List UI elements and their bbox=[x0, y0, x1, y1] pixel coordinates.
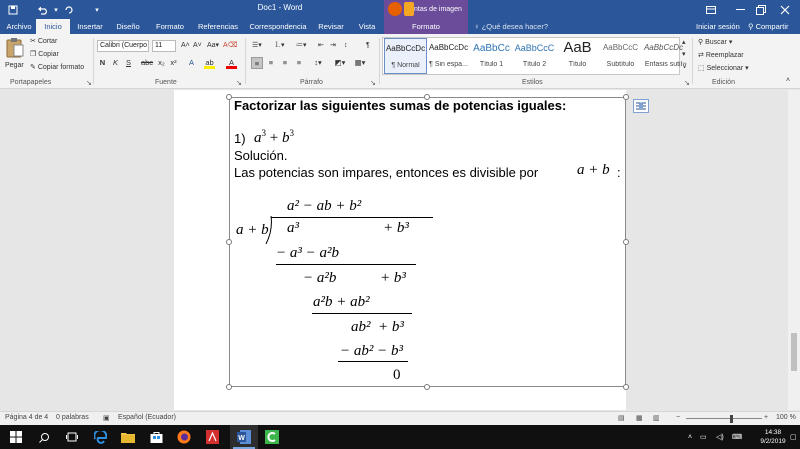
styles-group-label: Estilos bbox=[522, 79, 543, 86]
notifications-icon[interactable]: ▢ bbox=[790, 434, 797, 441]
highlight-icon[interactable]: ab bbox=[205, 58, 214, 67]
dividend-b3: + b³ bbox=[383, 220, 409, 236]
step1-rule bbox=[276, 264, 416, 265]
clock-time: 14:38 bbox=[764, 429, 782, 436]
step3-subtrahend: − ab² − b³ bbox=[340, 343, 403, 359]
cut-label: Cortar bbox=[37, 38, 58, 45]
increase-indent-icon[interactable]: ⇥ bbox=[330, 42, 336, 49]
share-label: Compartir bbox=[755, 22, 789, 31]
resize-handle[interactable] bbox=[424, 384, 430, 390]
format-painter-button[interactable] bbox=[30, 63, 84, 73]
vertical-scrollbar[interactable] bbox=[788, 90, 800, 410]
format-painter-label: Copiar formato bbox=[37, 64, 85, 71]
tab-archivo[interactable]: Archivo bbox=[6, 22, 32, 31]
sign-in-link[interactable]: Iniciar sesión bbox=[696, 22, 740, 31]
volume-icon[interactable]: ◁) bbox=[716, 434, 724, 441]
tab-diseno[interactable]: Diseño bbox=[116, 22, 140, 31]
title-bar bbox=[0, 0, 800, 19]
find-icon: ⚲ bbox=[698, 39, 704, 46]
proofing-icon[interactable]: ▣ bbox=[103, 415, 110, 422]
zoom-slider-thumb[interactable] bbox=[730, 415, 733, 423]
align-right-button[interactable]: ≡ bbox=[282, 58, 288, 67]
step1-remainder-a: − a²b bbox=[303, 270, 337, 286]
read-mode-icon[interactable]: ▤ bbox=[618, 415, 625, 422]
strikethrough-button[interactable]: abc bbox=[140, 58, 154, 67]
division-bar bbox=[271, 217, 433, 218]
share-button[interactable] bbox=[748, 19, 789, 34]
page-count[interactable]: Página 4 de 4 bbox=[5, 414, 49, 421]
text-effects-icon[interactable]: A bbox=[188, 58, 194, 67]
resize-handle[interactable] bbox=[623, 239, 629, 245]
bold-button[interactable]: N bbox=[99, 58, 106, 67]
step2-remainder-a: ab² bbox=[351, 319, 371, 335]
font-name-combo[interactable]: Calibri (Cuerpo bbox=[97, 40, 149, 52]
layout-options-icon bbox=[634, 100, 648, 112]
show-hidden-icons[interactable]: ˄ bbox=[688, 433, 693, 441]
styles-launcher-icon[interactable]: ↘ bbox=[684, 80, 690, 87]
resize-handle[interactable] bbox=[623, 384, 629, 390]
select-label: Seleccionar bbox=[706, 65, 744, 72]
clipboard-group-label: Portapapeles bbox=[10, 79, 52, 86]
replace-icon: ⇄ bbox=[698, 52, 704, 59]
search-icon[interactable] bbox=[30, 425, 58, 449]
decrease-indent-icon[interactable]: ⇤ bbox=[318, 42, 324, 49]
clipboard-icon bbox=[5, 37, 25, 59]
firefox-icon[interactable] bbox=[170, 425, 198, 449]
shading-icon[interactable]: ◩▾ bbox=[334, 58, 346, 67]
resize-handle[interactable] bbox=[226, 94, 232, 100]
solution-label: Solución. bbox=[234, 148, 288, 163]
tab-referencias[interactable]: Referencias bbox=[197, 22, 239, 31]
explanation-colon: : bbox=[617, 165, 621, 180]
cut-button[interactable] bbox=[30, 37, 57, 47]
final-remainder: 0 bbox=[393, 367, 401, 383]
font-color-icon[interactable]: A bbox=[226, 57, 237, 69]
explanation-text: Las potencias son impares, entonces es divisible por bbox=[234, 165, 539, 180]
group-divider bbox=[93, 38, 94, 84]
paragraph-group-label: Párrafo bbox=[300, 79, 323, 86]
justify-button[interactable]: ≡ bbox=[296, 58, 302, 67]
underline-button[interactable]: S bbox=[125, 58, 131, 67]
layout-options-button[interactable] bbox=[633, 99, 649, 113]
divisor: a + b bbox=[236, 222, 269, 238]
bullets-icon[interactable]: ☰▾ bbox=[252, 42, 262, 49]
shrink-font-icon[interactable]: A˅ bbox=[193, 42, 202, 49]
camtasia-icon[interactable] bbox=[258, 425, 286, 449]
close-icon[interactable] bbox=[770, 0, 800, 19]
style-normal[interactable]: AaBbCcDc ¶ Normal bbox=[384, 38, 427, 74]
resize-handle[interactable] bbox=[226, 239, 232, 245]
print-layout-icon[interactable]: ▦ bbox=[636, 415, 643, 422]
zoom-out-icon[interactable]: − bbox=[676, 414, 681, 421]
taskbar bbox=[0, 425, 800, 449]
grow-font-icon[interactable]: A˄ bbox=[181, 42, 190, 49]
ribbon-display-options-icon[interactable] bbox=[696, 0, 726, 19]
paste-button[interactable] bbox=[5, 37, 25, 63]
zoom-slider-track[interactable] bbox=[686, 418, 762, 419]
step1-remainder-b: + b³ bbox=[380, 270, 406, 286]
multilevel-list-icon[interactable]: ≔▾ bbox=[296, 42, 307, 49]
style-no-spacing[interactable]: AaBbCcDc ¶ Sin espa... bbox=[428, 43, 469, 68]
clock-date: 9/2/2019 bbox=[760, 438, 786, 445]
resize-handle[interactable] bbox=[623, 94, 629, 100]
styles-scroll-up-icon[interactable]: ▴ bbox=[682, 39, 686, 46]
group-divider bbox=[379, 38, 380, 84]
clear-formatting-icon[interactable]: A⌫ bbox=[223, 42, 238, 49]
styles-gallery bbox=[382, 37, 684, 75]
copy-icon: ❐ bbox=[30, 51, 37, 58]
copy-label: Copiar bbox=[38, 51, 59, 58]
tab-formato[interactable]: Formato bbox=[156, 22, 184, 31]
language-indicator[interactable]: Español (Ecuador) bbox=[118, 414, 176, 421]
problem-heading: Factorizar las siguientes sumas de potencias iguales: bbox=[234, 98, 567, 113]
picture-tools-label: ntas de imagen bbox=[384, 0, 468, 19]
superscript-button[interactable]: x² bbox=[170, 58, 177, 67]
resize-handle[interactable] bbox=[226, 384, 232, 390]
select-button[interactable]: ⬚ Seleccionar ▾ bbox=[698, 65, 749, 72]
clipboard-launcher-icon[interactable]: ↘ bbox=[86, 80, 92, 87]
editing-group-label: Edición bbox=[712, 79, 735, 86]
step2-subtrahend: a²b + ab² bbox=[313, 294, 370, 310]
style-heading-2[interactable]: AaBbCcC Título 2 bbox=[514, 43, 555, 68]
step3-rule bbox=[338, 361, 408, 362]
tell-me-placeholder: ¿Qué desea hacer? bbox=[481, 22, 549, 31]
tab-inicio[interactable]: Inicio bbox=[36, 19, 70, 34]
replace-label: Reemplazar bbox=[705, 52, 744, 59]
taskbar-clock[interactable] bbox=[757, 428, 789, 446]
align-center-button[interactable]: ≡ bbox=[268, 58, 274, 67]
firefox-icon bbox=[388, 2, 402, 16]
find-button[interactable]: ⚲ Buscar ▾ bbox=[698, 39, 733, 46]
line-spacing-icon[interactable]: ↕▾ bbox=[314, 58, 322, 67]
step2-remainder-b: + b³ bbox=[378, 319, 404, 335]
keyboard-icon[interactable]: ⌨ bbox=[732, 434, 743, 441]
replace-button[interactable] bbox=[698, 51, 744, 61]
step1-subtrahend: − a³ − a²b bbox=[276, 245, 339, 261]
task-view-icon[interactable] bbox=[58, 425, 86, 449]
styles-more-icon[interactable]: ⊽ bbox=[682, 63, 688, 70]
style-heading-1[interactable]: AaBbCc Título 1 bbox=[473, 43, 510, 68]
show-marks-icon[interactable]: ¶ bbox=[366, 42, 370, 49]
subscript-button[interactable]: x₂ bbox=[158, 58, 165, 67]
zoom-in-icon[interactable]: + bbox=[764, 414, 769, 421]
dividend-a3: a³ bbox=[287, 220, 299, 236]
sort-icon[interactable]: ↕ bbox=[344, 42, 348, 49]
scrollbar-thumb[interactable] bbox=[791, 333, 797, 371]
change-case-icon[interactable]: Aa▾ bbox=[207, 42, 220, 49]
group-divider bbox=[692, 38, 693, 84]
edge-icon[interactable] bbox=[86, 425, 114, 449]
pdf-reader-icon[interactable] bbox=[198, 425, 226, 449]
font-size-combo[interactable]: 11 bbox=[152, 40, 176, 52]
paintbrush-icon: ✎ bbox=[30, 64, 36, 71]
word-count[interactable]: 0 palabras bbox=[56, 414, 89, 421]
scissors-icon: ✂ bbox=[30, 38, 36, 45]
paragraph-launcher-icon[interactable]: ↘ bbox=[370, 80, 376, 87]
web-layout-icon[interactable]: ▥ bbox=[653, 415, 660, 422]
tab-picture-format[interactable]: Formato bbox=[384, 19, 468, 34]
numbering-icon[interactable]: ⒈▾ bbox=[274, 42, 285, 49]
italic-button[interactable]: K bbox=[112, 58, 118, 67]
step2-rule bbox=[312, 313, 412, 314]
ribbon-home bbox=[0, 34, 800, 89]
group-divider bbox=[245, 38, 246, 84]
zoom-level[interactable]: 100 % bbox=[776, 414, 796, 421]
quotient: a² − ab + b² bbox=[287, 198, 362, 214]
font-launcher-icon[interactable]: ↘ bbox=[236, 80, 242, 87]
share-icon: ⚲ bbox=[748, 22, 754, 31]
collapse-ribbon-icon[interactable]: ˄ bbox=[786, 77, 791, 84]
tab-insertar[interactable]: Insertar bbox=[77, 22, 103, 31]
styles-scroll-down-icon[interactable]: ▾ bbox=[682, 51, 686, 58]
paste-label[interactable]: Pegar bbox=[5, 62, 24, 69]
font-group-label: Fuente bbox=[155, 79, 177, 86]
divisor-expression: a + b bbox=[577, 162, 610, 178]
tab-revisar[interactable]: Revisar bbox=[318, 22, 344, 31]
word-icon[interactable] bbox=[230, 425, 258, 449]
store-icon[interactable] bbox=[142, 425, 170, 449]
item-number: 1) bbox=[234, 131, 246, 146]
status-bar bbox=[0, 411, 800, 425]
lightbulb-icon: ♀ bbox=[474, 22, 480, 31]
style-subtle-emphasis[interactable]: AaBbCcDc Énfasis sutil bbox=[643, 43, 684, 68]
select-icon: ⬚ bbox=[698, 65, 705, 72]
tell-me-search[interactable] bbox=[474, 19, 548, 34]
tab-vista[interactable]: Vista bbox=[358, 22, 376, 31]
item-expression: $a^3 + b^3$ bbox=[254, 128, 294, 146]
style-title[interactable]: AaB Título bbox=[563, 39, 592, 68]
style-subtitle[interactable]: AaBbCcC Subtítulo bbox=[602, 43, 639, 68]
svg-text:W: W bbox=[238, 435, 245, 442]
tab-correspondencia[interactable]: Correspondencia bbox=[249, 22, 307, 31]
file-explorer-icon[interactable] bbox=[114, 425, 142, 449]
customize-toolbar-icon[interactable]: ▾ bbox=[95, 6, 99, 14]
microphone-icon bbox=[404, 2, 414, 16]
windows-start-icon[interactable] bbox=[2, 425, 30, 449]
ribbon-tabs bbox=[0, 19, 800, 34]
network-icon[interactable]: ▭ bbox=[700, 434, 707, 441]
undo-dropdown-icon[interactable]: ▾ bbox=[54, 6, 58, 14]
find-label: Buscar bbox=[705, 39, 727, 46]
borders-icon[interactable]: ▦▾ bbox=[354, 58, 366, 67]
window-title: Doc1 - Word bbox=[257, 3, 303, 12]
copy-button[interactable] bbox=[30, 50, 59, 60]
align-left-button[interactable]: ≡ bbox=[251, 57, 263, 69]
